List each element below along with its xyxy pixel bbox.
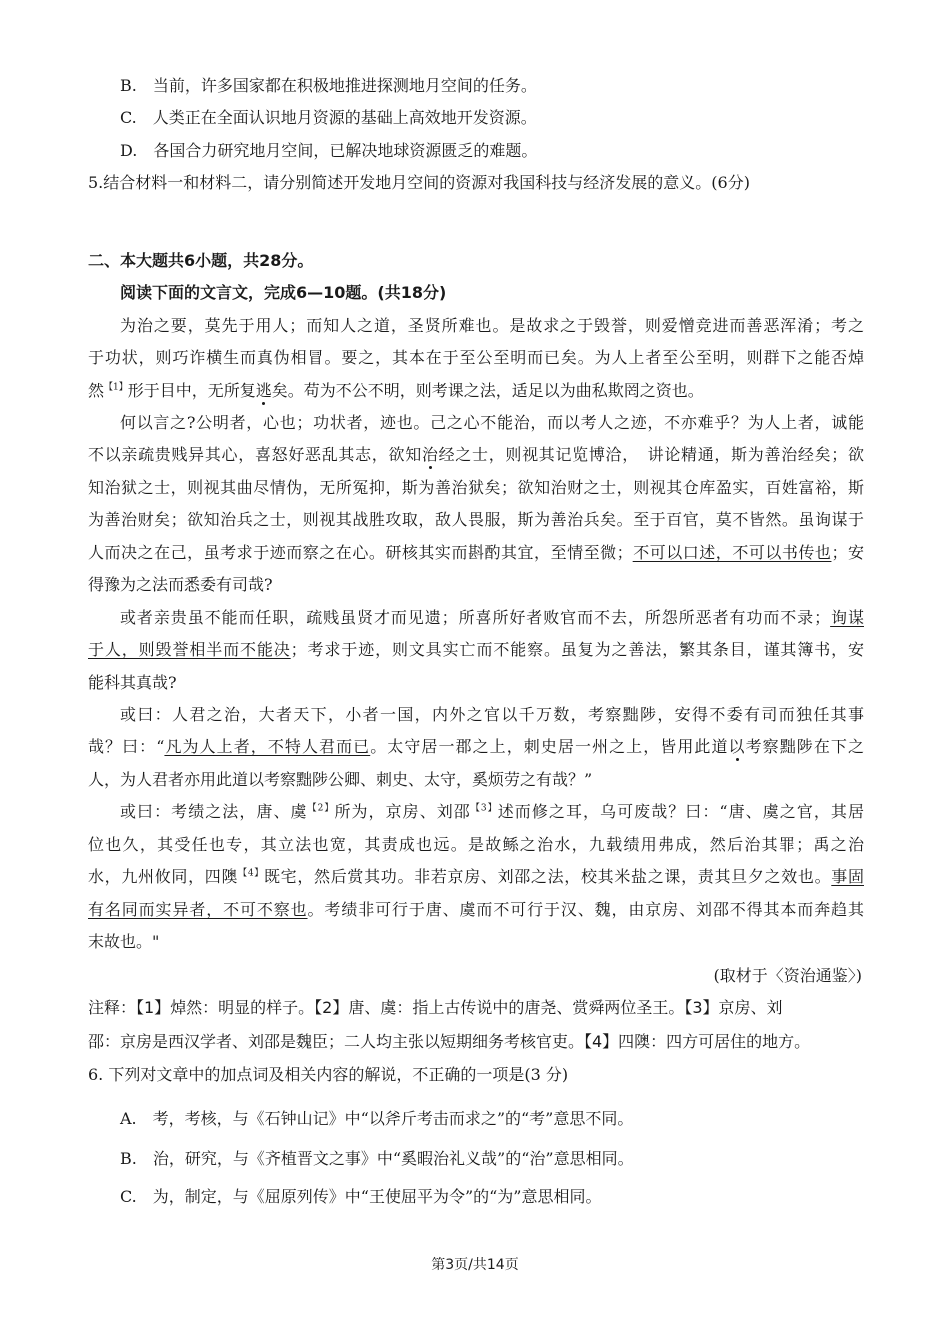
passage-p2-line3: 知治狱之士，则视其曲尽情伪，无所冤抑，斯为善治狱矣；欲知治财之士，则视其仓库盈实，百姓富裕，斯 [88, 478, 864, 497]
passage-p4-line2: 哉？曰：“凡为人上者，不特人君而已。太守居一郡之上，刺史居一州之上，皆用此道以考察黜陟在下之 [88, 737, 864, 756]
passage-p5-line4: 有名同而实异者，不可不察也。考绩非可行于唐、虞而不可行于汉、魏，由京房、刘邵不得其本而奔趋其 [88, 900, 864, 919]
passage-p1-line2: 于功状，则巧诈横生而真伪相冒。要之，其本在于至公至明而已矣。为人上者至公至明，则群下之能否焯 [88, 348, 864, 367]
page-footer: 第3页/共14页 [431, 1257, 519, 1273]
passage-p2-line1: 何以言之?公明者，心也；功状者，迹也。己之心不能治，而以考人之迹，不亦难乎？为人上者，诚能 [120, 413, 864, 432]
passage-p1-line3: 然$^{【1】}$形于目中，无所复逃矣。苟为不公不明，则考课之法，适足以为曲私欺罔之资也。 [88, 381, 704, 400]
underlined-sentence-4b: 有名同而实异者，不可不察也 [88, 900, 308, 919]
passage-p4-line3: 人，为人君者亦用此道以考察黜陟公卿、刺史、太守，奚烦劳之有哉？” [88, 770, 593, 789]
option-d: D. 各国合力研究地月空间，已解决地球资源匮乏的难题。 [120, 141, 538, 160]
passage-p2-line2: 不以亲疏贵贱异其心，喜怒好恶乱其志，欲知治经之士，则视其记览博洽， 讲论精通，斯为善治经矣；欲 [88, 445, 864, 464]
passage-p5-line1: 或曰：考绩之法，唐、虞$^{【2】}$所为，京房、刘邵$^{【3】}$述而修之耳，乌可废哉？曰：“唐、虞之官，其居 [120, 802, 864, 821]
question-6-stem: 6. 下列对文章中的加点词及相关内容的解说，不正确的一项是(3 分) [88, 1065, 569, 1084]
underlined-sentence-4a: 事固 [831, 867, 864, 886]
passage-p3-line2: 于人，则毁誉相半而不能决；考求于迹，则文具实亡而不能察。虽复为之善法，繁其条目，谨其簿书，安 [88, 640, 864, 659]
underlined-sentence-2b: 于人，则毁誉相半而不能决 [88, 640, 291, 659]
option-b: B. 当前，许多国家都在积极地推进探测地月空间的任务。 [120, 76, 537, 95]
section-heading: 二、本大题共6小题，共28分。 [88, 251, 314, 270]
underlined-sentence-3: 凡为人上者，不特人君而已 [164, 737, 371, 756]
dotted-word-zhi: 治 [421, 445, 439, 464]
underlined-sentence-2a: 询谋 [830, 608, 864, 627]
passage-p2-line5: 人而决之在己，虽考求于迹而察之在心。研核其实而斟酌其宜，至情至微；不可以口述，不可以书传也；安 [88, 543, 864, 562]
section-instruction: 阅读下面的文言文，完成6—10题。(共18分) [120, 283, 447, 302]
notes-line1: 注释：【1】焯然：明显的样子。【2】唐、虞：指上古传说中的唐尧、赏舜两位圣王。【3】京房、刘 [88, 998, 783, 1017]
passage-p3-line3: 能科其真哉? [88, 673, 177, 692]
passage-p4-line1: 或曰：人君之治，大者天下，小者一国，内外之官以千万数，考察黜陟，安得不委有司而独任其事 [120, 705, 864, 724]
passage-p2-line4: 为善治财矣；欲知治兵之士，则视其战胜攻取，敌人畏服，斯为善治兵矣。至于百官，莫不皆然。虽询谋于 [88, 510, 864, 529]
underlined-sentence-1: 不可以口述，不可以书传也 [632, 543, 832, 562]
question-6-option-a: A. 考，考核，与《石钟山记》中“以斧斤考击而求之”的“考”意思不同。 [120, 1109, 634, 1128]
passage-p1-line1: 为治之要，莫先于用人；而知人之道，圣贤所难也。是故求之于毁誉，则爱憎竞进而善恶浑淆；考之 [120, 316, 864, 335]
footnote-ref-2: 【2】 [307, 803, 335, 814]
passage-p3-line1: 或者亲贵虽不能而任职，疏贱虽贤才而见遗；所喜所好者败官而不去，所怨所恶者有功而不录；询谋 [120, 608, 864, 627]
passage-source: (取材于〈资治通鉴〉) [713, 966, 862, 985]
question-5: 5.结合材料一和材料二，请分别简述开发地月空间的资源对我国科技与经济发展的意义。(6分) [88, 173, 750, 192]
footnote-ref-3: 【3】 [470, 803, 498, 814]
passage-p5-line2: 位也久，其受任也专，其立法也宽，其责成也远。是故鲧之治水，九载绩用弗成，然后治其罪；禹之治 [88, 835, 864, 854]
passage-p5-line3: 水，九州攸同，四隩$^{【4】}$既宅，然后赏其功。非若京房、刘邵之法，校其米盐之课，责其旦夕之效也。事固 [88, 867, 864, 886]
question-6-option-c: C. 为，制定，与《屈原列传》中“王使屈平为令”的“为”意思相同。 [120, 1187, 602, 1206]
question-6-option-b: B. 治，研究，与《齐植晋文之事》中“奚暇治礼义哉”的“治”意思相同。 [120, 1149, 634, 1168]
footnote-ref-1: 【1】 [104, 382, 128, 393]
option-c: C. 人类正在全面认识地月资源的基础上高效地开发资源。 [120, 108, 537, 127]
footnote-ref-4: 【4】 [238, 868, 264, 879]
dotted-word-yi: 以 [728, 737, 746, 756]
dotted-word-tao: 逃 [255, 381, 272, 400]
notes-line2: 邵：京房是西汉学者、刘邵是魏臣；二人均主张以短期细务考核官吏。【4】四隩：四方可居住的地方。 [88, 1032, 811, 1051]
passage-p2-line6: 得豫为之法而悉委有司哉? [88, 575, 273, 594]
passage-p5-line5: 末故也。" [88, 932, 160, 951]
